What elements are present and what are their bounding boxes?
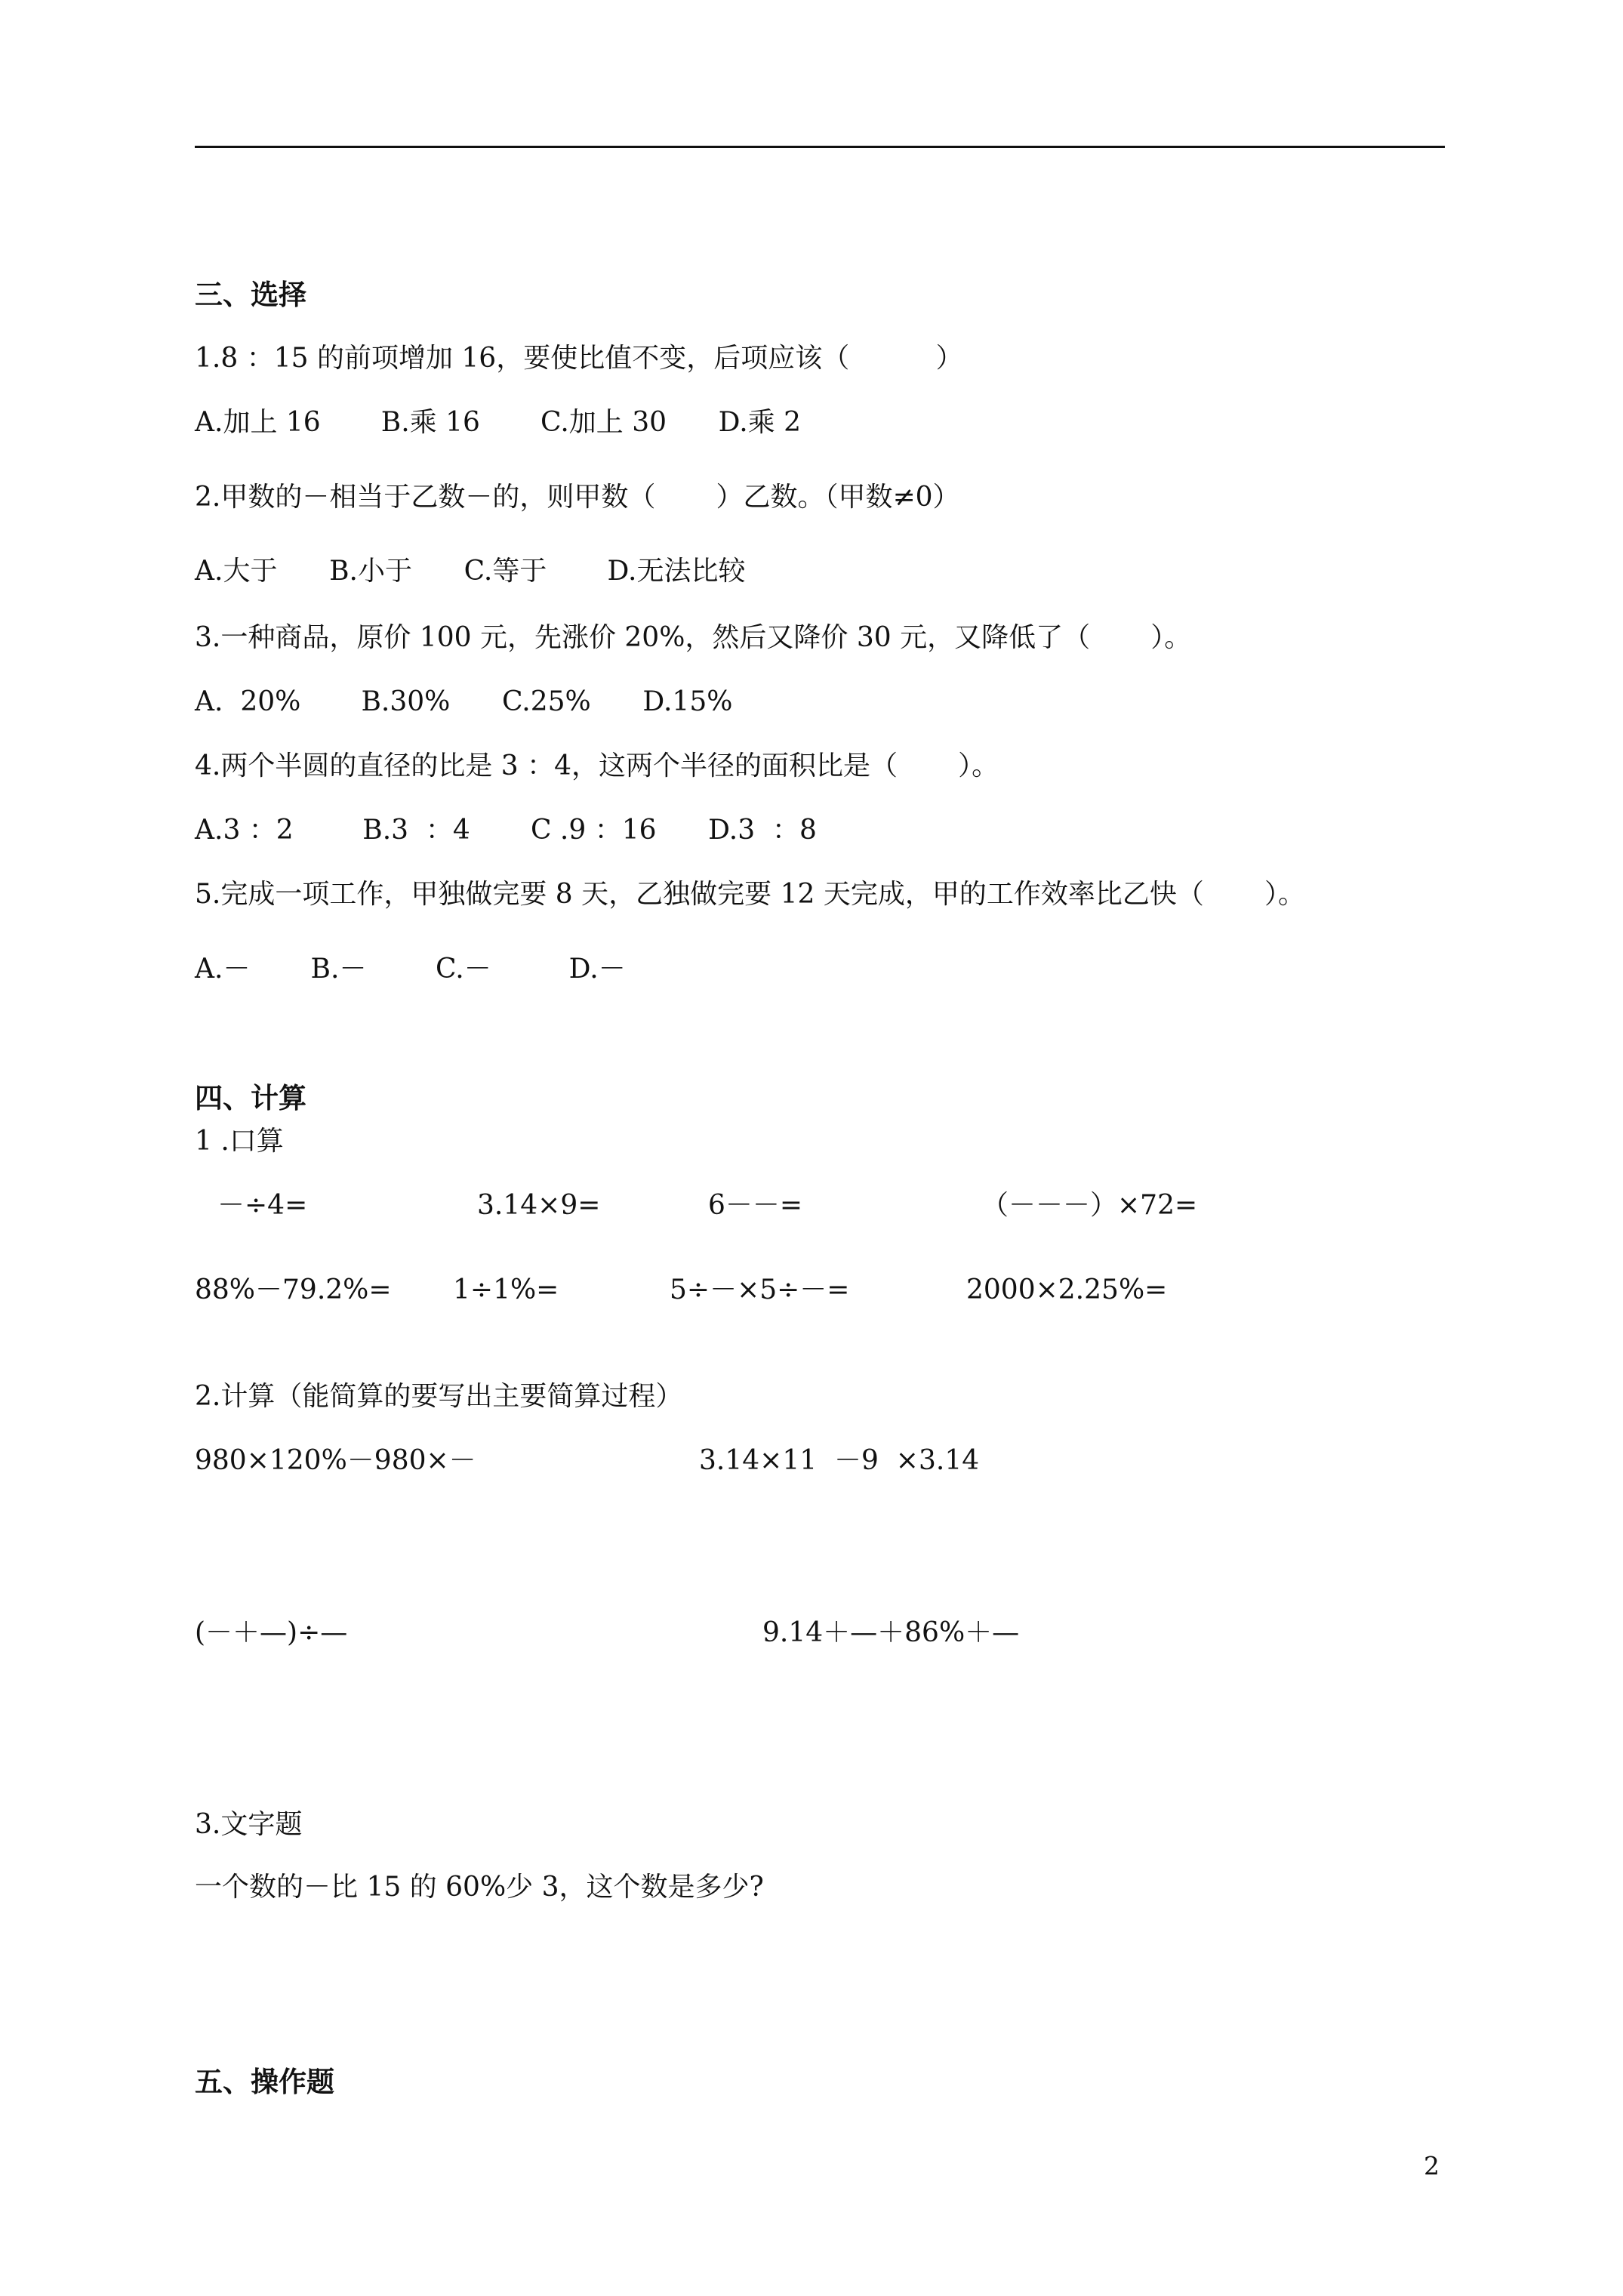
oral-item: 3.14×9= (477, 1190, 601, 1221)
section-4-heading: 四、计算 (195, 1081, 306, 1114)
question-1: 1.8 ：15 的前项增加 16，要使比值不变，后项应该（ ） (195, 343, 963, 374)
calc-item: 9.14＋—＋86%＋— (762, 1617, 1020, 1648)
question-3-options: A. 20% B.30% C.25% D.15% (195, 686, 733, 717)
question-2: 2.甲数的－相当于乙数－的，则甲数（ ）乙数。（甲数≠0） (195, 482, 960, 513)
calc-heading: 2.计算（能简算的要写出主要简算过程） (195, 1381, 683, 1412)
oral-item: 5÷－×5÷－= (670, 1274, 850, 1305)
word-problem: 一个数的－比 15 的 60%少 3，这个数是多少? (195, 1872, 764, 1903)
question-5: 5.完成一项工作，甲独做完要 8 天，乙独做完要 12 天完成，甲的工作效率比乙快（ ）。 (195, 879, 1305, 910)
header-rule (195, 146, 1445, 148)
calc-item: 3.14×11 －9 ×3.14 (699, 1445, 980, 1476)
calc-item: 980×120%－980×－ (195, 1445, 476, 1476)
word-problem-heading: 3.文字题 (195, 1809, 303, 1840)
oral-item: 88%－79.2%= (195, 1274, 392, 1305)
oral-calc-heading: 1 .口算 (195, 1126, 284, 1157)
section-5-heading: 五、操作题 (195, 2065, 334, 2098)
oral-item: 6－－= (708, 1190, 803, 1221)
question-4: 4.两个半圆的直径的比是 3 ：4，这两个半径的面积比是（ ）。 (195, 750, 999, 781)
section-3-heading: 三、选择 (195, 278, 306, 311)
oral-item: 1÷1%= (453, 1274, 559, 1305)
question-1-options: A.加上 16 B.乘 16 C.加上 30 D.乘 2 (195, 407, 802, 438)
question-3: 3.一种商品，原价 100 元，先涨价 20%，然后又降价 30 元，又降低了（ ）。 (195, 622, 1192, 653)
question-2-options: A.大于 B.小于 C.等于 D.无法比较 (195, 556, 746, 587)
oral-item: 2000×2.25%= (966, 1274, 1168, 1305)
oral-item: －÷4= (217, 1190, 308, 1221)
oral-item: （－－－）×72= (981, 1190, 1198, 1221)
question-5-options: A.－ B.－ C.－ D.－ (195, 954, 626, 985)
question-4-options: A.3 ：2 B.3 ：4 C .9 ：16 D.3 ：8 (195, 815, 817, 846)
calc-item: (－＋—)÷— (195, 1617, 348, 1648)
page-number: 2 (1424, 2151, 1440, 2180)
